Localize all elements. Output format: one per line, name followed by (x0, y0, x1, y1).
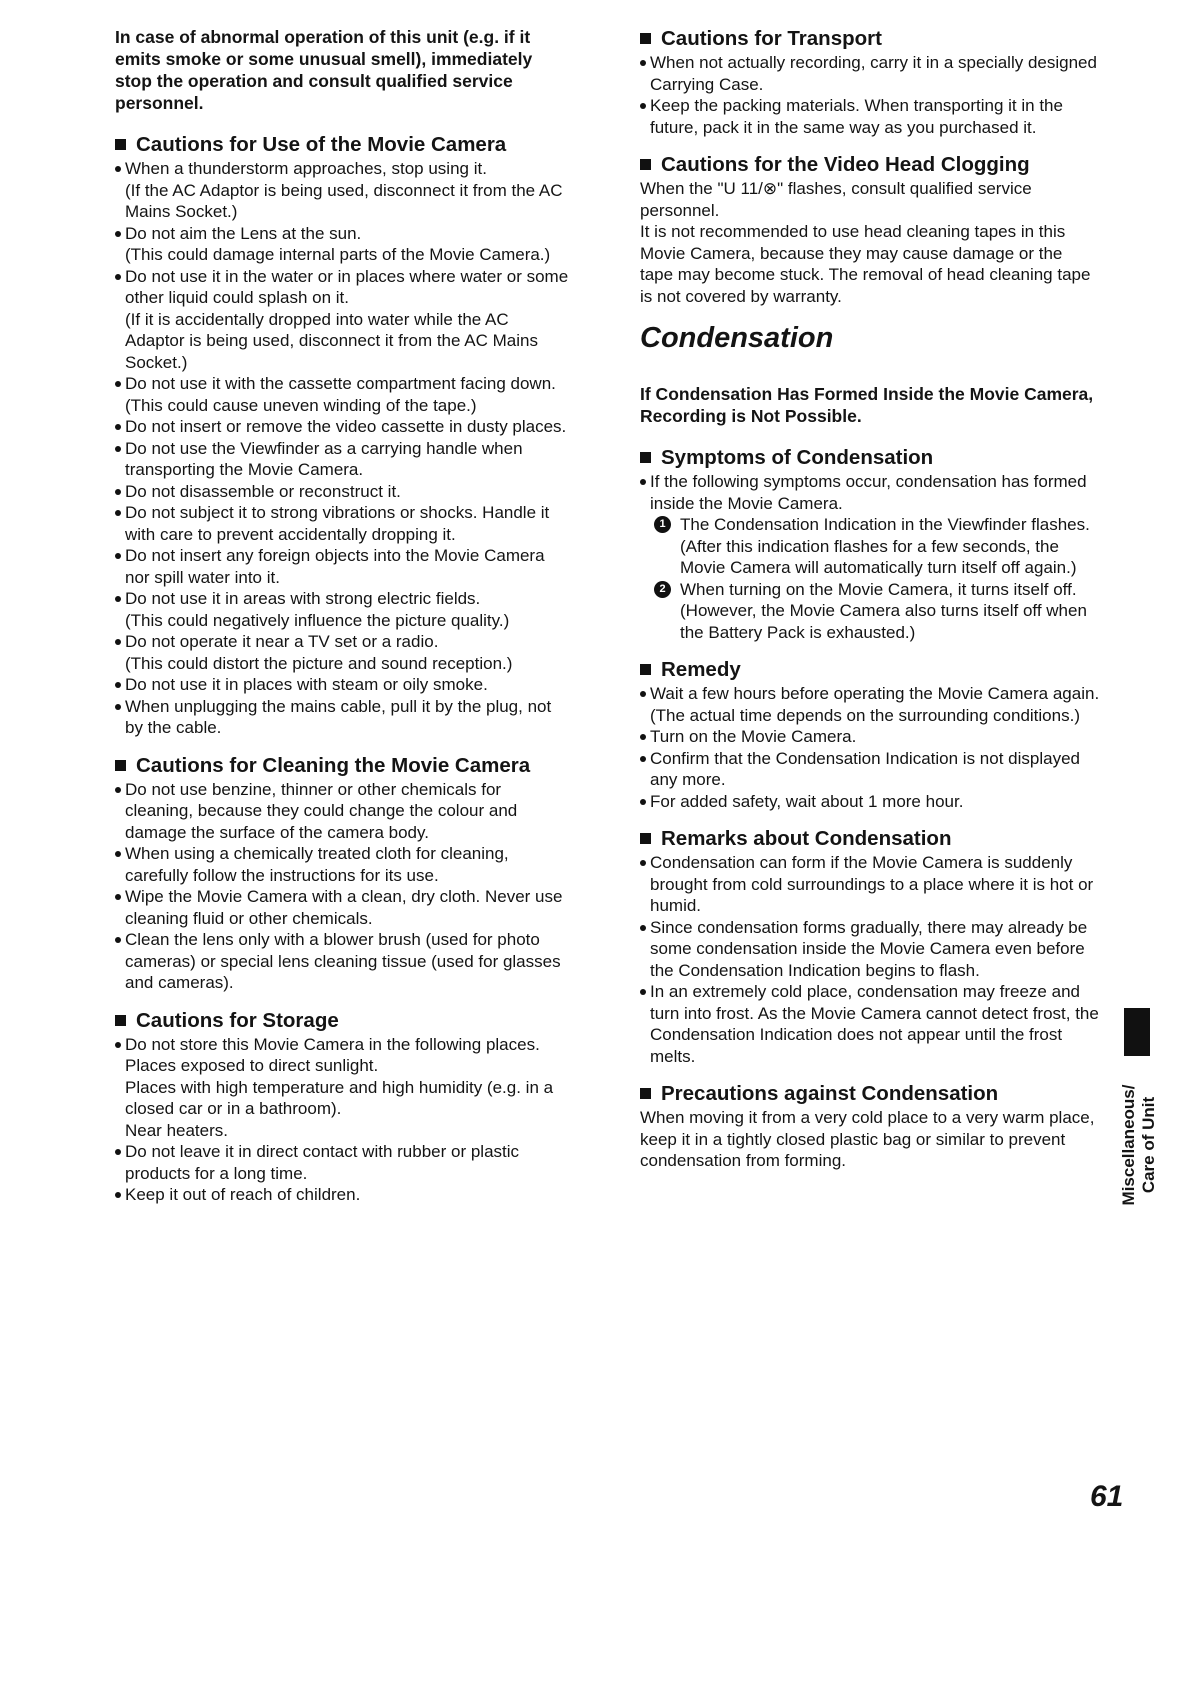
list-item: Do not use it in areas with strong electric fields. (This could negatively influence the picture quality.) (115, 588, 570, 631)
numbered-item: 1 The Condensation Indication in the Viewfinder flashes. (After this indication flashes for a few seconds, the Movie Camera will automatically turn itself off again.) (654, 514, 1100, 579)
square-bullet-icon (115, 760, 126, 771)
section-heading: Symptoms of Condensation (640, 445, 1100, 470)
list-item: When not actually recording, carry it in a specially designed Carrying Case. (640, 52, 1100, 95)
section-heading: Cautions for Transport (640, 26, 1100, 51)
list-item: For added safety, wait about 1 more hour. (640, 791, 1100, 813)
list-item: Do not store this Movie Camera in the following places. Places exposed to direct sunlight. Places with high temperature and high humidity (e.g. in a closed car or in a bathroom). Near heaters. (115, 1034, 570, 1142)
square-bullet-icon (115, 1015, 126, 1026)
list-item: Keep it out of reach of children. (115, 1184, 570, 1206)
left-column (115, 26, 570, 1220)
section-symptoms (640, 445, 1100, 643)
list-item: When unplugging the mains cable, pull it by the plug, not by the cable. (115, 696, 570, 739)
square-bullet-icon (640, 664, 651, 675)
condensation-intro: If Condensation Has Formed Inside the Movie Camera, Recording is Not Possible. (640, 384, 1094, 426)
paragraph: It is not recommended to use head cleaning tapes in this Movie Camera, because they may cause damage or the tape may become stuck. The removal of head cleaning tape is not covered by warranty. (640, 222, 1091, 306)
list-item: In an extremely cold place, condensation may freeze and turn into frost. As the Movie Camera cannot detect frost, the Condensation Indication does not appear until the frost melts. (640, 981, 1100, 1067)
square-bullet-icon (640, 33, 651, 44)
bullet-list (640, 852, 1100, 1067)
list-item: Do not leave it in direct contact with rubber or plastic products for a long time. (115, 1141, 570, 1184)
list-item: Do not operate it near a TV set or a radio. (This could distort the picture and sound reception.) (115, 631, 570, 674)
paragraph: When moving it from a very cold place to a very warm place, keep it in a tightly closed plastic bag or similar to prevent condensation from forming. (640, 1108, 1095, 1170)
bullet-list (640, 471, 1100, 514)
page-number: 61 (1090, 1480, 1124, 1513)
square-bullet-icon (640, 159, 651, 170)
section-use (115, 132, 570, 739)
section-heading: Cautions for Use of the Movie Camera (115, 132, 570, 157)
bullet-list (115, 1034, 570, 1206)
list-item: Do not use benzine, thinner or other chemicals for cleaning, because they could change the colour and damage the surface of the camera body. (115, 779, 570, 844)
right-column (640, 26, 1100, 1186)
section-heading: Precautions against Condensation (640, 1081, 1100, 1106)
number-circle-icon: 1 (654, 516, 671, 533)
list-item: Do not aim the Lens at the sun. (This could damage internal parts of the Movie Camera.) (115, 223, 570, 266)
chapter-side-label: Miscellaneous/ Care of Unit (1119, 1084, 1158, 1206)
list-item: Do not use it in the water or in places where water or some other liquid could splash on it. (If it is accidentally dropped into water while the AC Adaptor is being used, disconnect it from the AC Mains Socket.) (115, 266, 570, 374)
square-bullet-icon (640, 833, 651, 844)
list-item: If the following symptoms occur, condensation has formed inside the Movie Camera. (640, 471, 1100, 514)
bullet-list (115, 158, 570, 739)
paragraph: When the "U 11/⊗" flashes, consult qualified service personnel. (640, 179, 1032, 220)
number-circle-icon: 2 (654, 581, 671, 598)
bullet-list (115, 779, 570, 994)
square-bullet-icon (640, 452, 651, 463)
section-transport (640, 26, 1100, 138)
numbered-list (654, 514, 1100, 643)
list-item: When a thunderstorm approaches, stop using it. (If the AC Adaptor is being used, disconnect it from the AC Mains Socket.) (115, 158, 570, 223)
section-heading: Remarks about Condensation (640, 826, 1100, 851)
intro-warning: In case of abnormal operation of this unit (e.g. if it emits smoke or some unusual smell), immediately stop the operation and consult qualified service personnel. (115, 27, 533, 113)
square-bullet-icon (115, 139, 126, 150)
section-heading: Cautions for Cleaning the Movie Camera (115, 753, 570, 778)
section-remedy (640, 657, 1100, 812)
section-storage (115, 1008, 570, 1206)
list-item: Do not insert or remove the video cassette in dusty places. (115, 416, 570, 438)
list-item: Condensation can form if the Movie Camera is suddenly brought from cold surroundings to a place where it is hot or humid. (640, 852, 1100, 917)
list-item: Wipe the Movie Camera with a clean, dry cloth. Never use cleaning fluid or other chemicals. (115, 886, 570, 929)
list-item: Do not subject it to strong vibrations or shocks. Handle it with care to prevent accidentally dropping it. (115, 502, 570, 545)
section-heading: Cautions for Storage (115, 1008, 570, 1033)
section-precautions (640, 1081, 1100, 1172)
section-heading: Remedy (640, 657, 1100, 682)
bullet-list (640, 683, 1100, 812)
list-item: Keep the packing materials. When transporting it in the future, pack it in the same way as you purchased it. (640, 95, 1100, 138)
numbered-item: 2 When turning on the Movie Camera, it turns itself off. (However, the Movie Camera also turns itself off when the Battery Pack is exhausted.) (654, 579, 1100, 644)
list-item: Do not insert any foreign objects into the Movie Camera nor spill water into it. (115, 545, 570, 588)
list-item: Do not use it with the cassette compartment facing down. (This could cause uneven winding of the tape.) (115, 373, 570, 416)
list-item: When using a chemically treated cloth for cleaning, carefully follow the instructions for its use. (115, 843, 570, 886)
list-item: Turn on the Movie Camera. (640, 726, 1100, 748)
section-remarks (640, 826, 1100, 1067)
list-item: Do not use the Viewfinder as a carrying handle when transporting the Movie Camera. (115, 438, 570, 481)
section-heading: Cautions for the Video Head Clogging (640, 152, 1100, 177)
chapter-tab-marker (1124, 1008, 1150, 1056)
list-item: Confirm that the Condensation Indication is not displayed any more. (640, 748, 1100, 791)
list-item: Do not use it in places with steam or oily smoke. (115, 674, 570, 696)
list-item: Since condensation forms gradually, there may already be some condensation inside the Movie Camera even before the Condensation Indication begins to flash. (640, 917, 1100, 982)
list-item: Wait a few hours before operating the Movie Camera again. (The actual time depends on the surrounding conditions.) (640, 683, 1100, 726)
condensation-heading: Condensation (640, 322, 834, 354)
section-cleaning (115, 753, 570, 994)
bullet-list (640, 52, 1100, 138)
list-item: Do not disassemble or reconstruct it. (115, 481, 570, 503)
square-bullet-icon (640, 1088, 651, 1099)
list-item: Clean the lens only with a blower brush (used for photo cameras) or special lens cleaning tissue (used for glasses and cameras). (115, 929, 570, 994)
section-head-clogging (640, 152, 1100, 307)
